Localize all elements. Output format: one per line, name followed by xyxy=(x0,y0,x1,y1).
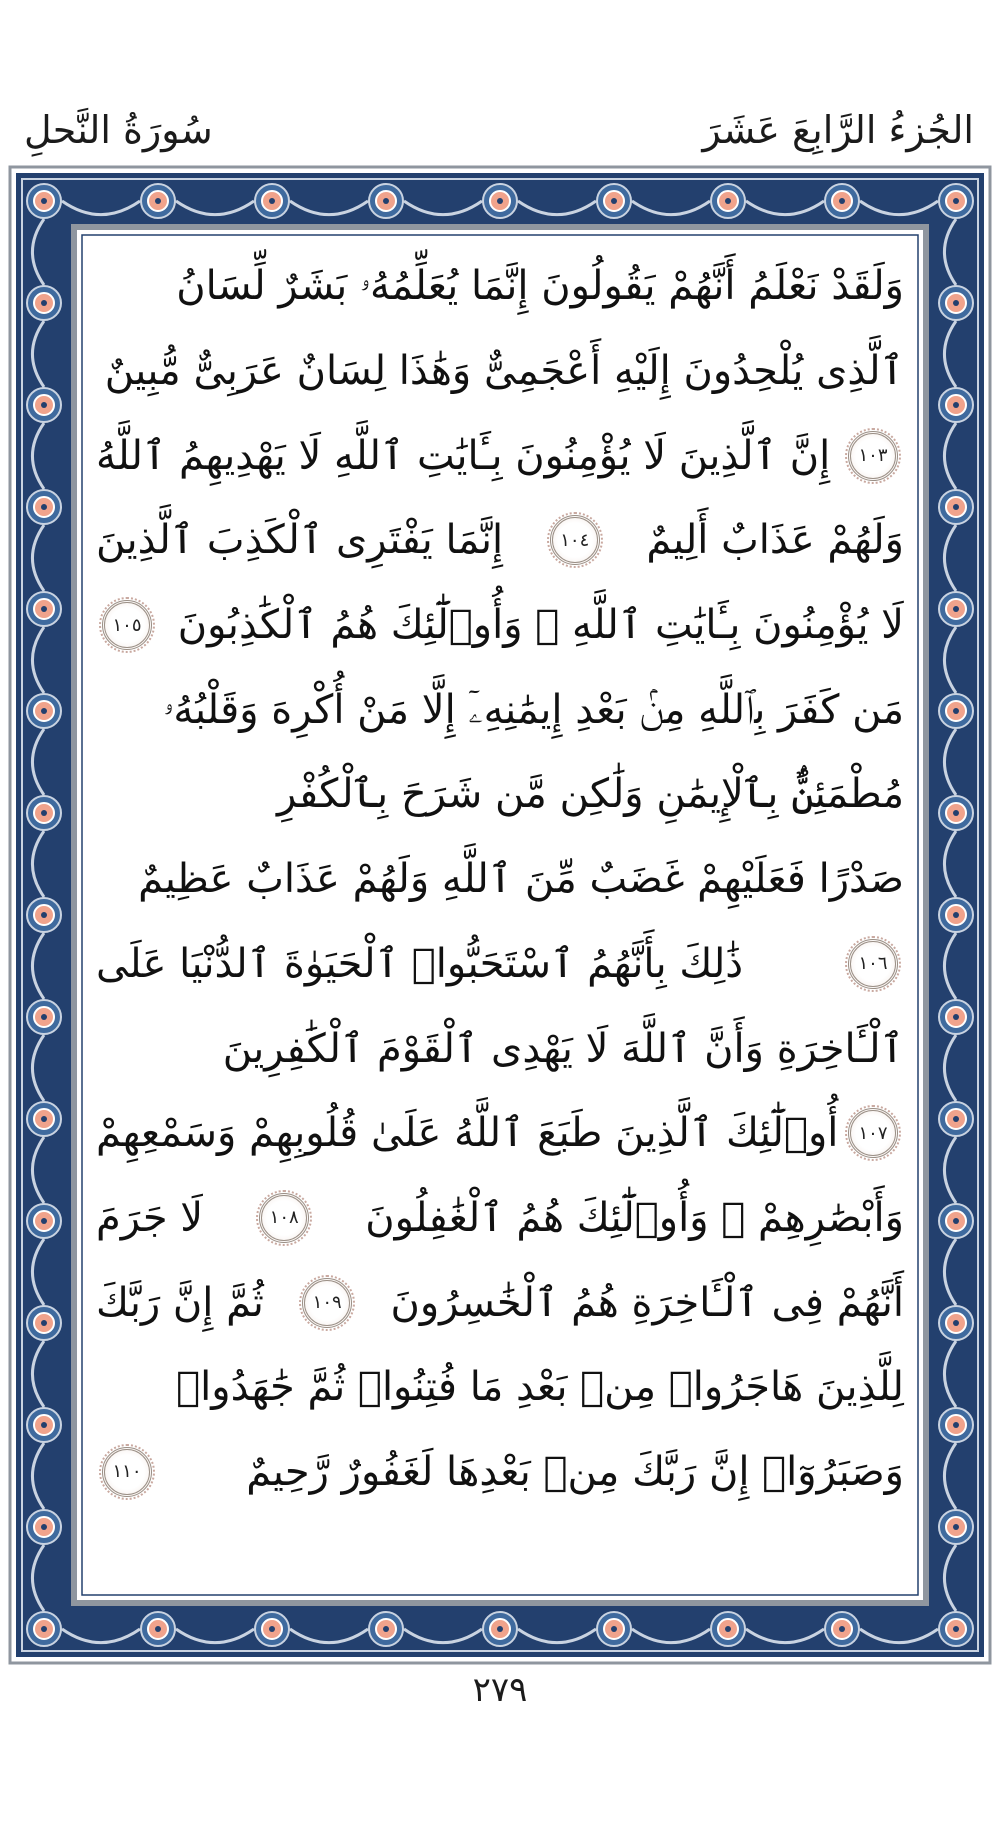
top-motif-center xyxy=(839,198,845,204)
top-motif-center xyxy=(269,198,275,204)
verse-number-marker: ١١٠ xyxy=(102,1447,152,1497)
verse-text-segment: مُطْمَئِنٌّۢ بِٱلْإِيمَٰنِ وَلَٰكِن مَّن شَرَحَ بِٱلْكُفْرِ xyxy=(276,771,904,818)
right-motif-center xyxy=(953,1524,959,1530)
verse-text-segment: ٱلْـَٔاخِرَةِ وَأَنَّ ٱللَّهَ لَا يَهْدِى ٱلْقَوْمَ ٱلْكَٰفِرِينَ xyxy=(222,1025,904,1072)
bottom-motif-center xyxy=(269,1626,275,1632)
verse-line xyxy=(96,752,904,837)
left-motif-center xyxy=(41,912,47,918)
right-motif-center xyxy=(953,1320,959,1326)
verse-line xyxy=(96,583,904,668)
verse-line xyxy=(96,244,904,329)
verse-text-segment: لَا يُؤْمِنُونَ بِـَٔايَٰتِ ٱللَّهِ ۖ وَأُو۟لَٰٓئِكَ هُمُ ٱلْكَٰذِبُونَ xyxy=(177,602,904,649)
right-motif-center xyxy=(953,504,959,510)
verse-number-marker: ١٠٣ xyxy=(848,431,898,481)
right-motif-center xyxy=(953,912,959,918)
right-motif-center xyxy=(953,402,959,408)
bottom-motif-center xyxy=(497,1626,503,1632)
right-motif-center xyxy=(953,1218,959,1224)
left-motif-center xyxy=(41,300,47,306)
top-motif-center xyxy=(953,198,959,204)
verse-number-marker: ١٠٦ xyxy=(848,939,898,989)
left-motif-center xyxy=(41,708,47,714)
left-motif-center xyxy=(41,1218,47,1224)
top-motif-center xyxy=(41,198,47,204)
verse-line xyxy=(96,1345,904,1430)
verse-text-segment: أَنَّهُمْ فِى ٱلْـَٔاخِرَةِ هُمُ ٱلْخَٰسِرُونَ xyxy=(390,1279,904,1326)
verse-text-segment: لَا جَرَمَ xyxy=(96,1194,204,1241)
verse-line xyxy=(96,1430,904,1515)
verse-line xyxy=(96,413,904,498)
bottom-motif-center xyxy=(155,1626,161,1632)
verse-line xyxy=(96,1006,904,1091)
bottom-motif-center xyxy=(41,1626,47,1632)
top-motif-center xyxy=(725,198,731,204)
right-motif-center xyxy=(953,300,959,306)
left-motif-center xyxy=(41,810,47,816)
left-motif-center xyxy=(41,1014,47,1020)
verse-line xyxy=(96,1176,904,1261)
verse-text-segment: ٱلَّذِى يُلْحِدُونَ إِلَيْهِ أَعْجَمِىٌّ وَهَٰذَا لِسَانٌ عَرَبِىٌّ مُّبِينٌ xyxy=(104,348,904,395)
verse-text-segment: مَن كَفَرَ بِٱللَّهِ مِنۢ بَعْدِ إِيمَٰنِهِۦٓ إِلَّا مَنْ أُكْرِهَ وَقَلْبُهُۥ xyxy=(163,686,904,733)
left-motif-center xyxy=(41,402,47,408)
top-motif-center xyxy=(611,198,617,204)
left-motif-center xyxy=(41,1524,47,1530)
verse-text-segment: صَدْرًا فَعَلَيْهِمْ غَضَبٌ مِّنَ ٱللَّهِ وَلَهُمْ عَذَابٌ عَظِيمٌ xyxy=(138,856,904,903)
verse-text-segment: ثُمَّ إِنَّ رَبَّكَ xyxy=(96,1279,264,1326)
verse-line xyxy=(96,667,904,752)
bottom-motif-center xyxy=(725,1626,731,1632)
juz-title: الجُزءُ الرَّابِعَ عَشَرَ xyxy=(702,108,974,152)
bottom-motif-center xyxy=(611,1626,617,1632)
left-motif-center xyxy=(41,504,47,510)
right-motif-center xyxy=(953,1422,959,1428)
verse-line xyxy=(96,329,904,414)
verse-text-segment: ذَٰلِكَ بِأَنَّهُمُ ٱسْتَحَبُّوا۟ ٱلْحَيَوٰةَ ٱلدُّنْيَا عَلَى xyxy=(96,940,744,987)
verse-text-segment: وَأَبْصَٰرِهِمْ ۖ وَأُو۟لَٰٓئِكَ هُمُ ٱلْغَٰفِلُونَ xyxy=(365,1194,904,1241)
bottom-motif-center xyxy=(383,1626,389,1632)
verse-number-marker: ١٠٨ xyxy=(259,1193,309,1243)
top-motif-center xyxy=(497,198,503,204)
left-motif-center xyxy=(41,1422,47,1428)
left-motif-center xyxy=(41,1320,47,1326)
verse-number-marker: ١٠٧ xyxy=(848,1108,898,1158)
verse-line xyxy=(96,922,904,1007)
verse-line xyxy=(96,837,904,922)
verse-line xyxy=(96,1260,904,1345)
verse-number-marker: ١٠٩ xyxy=(302,1278,352,1328)
right-motif-center xyxy=(953,1116,959,1122)
left-motif-center xyxy=(41,606,47,612)
verse-text-segment: وَلَقَدْ نَعْلَمُ أَنَّهُمْ يَقُولُونَ إِنَّمَا يُعَلِّمُهُۥ بَشَرٌ لِّسَانُ xyxy=(176,263,904,310)
verse-text-segment: وَلَهُمْ عَذَابٌ أَلِيمٌ xyxy=(646,517,904,564)
page-number: ٢٧٩ xyxy=(472,1670,528,1710)
left-motif-center xyxy=(41,1116,47,1122)
bottom-motif-center xyxy=(839,1626,845,1632)
verse-number-marker: ١٠٥ xyxy=(102,600,152,650)
top-motif-center xyxy=(155,198,161,204)
verse-line xyxy=(96,1091,904,1176)
right-motif-center xyxy=(953,708,959,714)
verse-line xyxy=(96,498,904,583)
verse-text-segment: وَصَبَرُوٓا۟ إِنَّ رَبَّكَ مِنۢ بَعْدِهَا لَغَفُورٌ رَّحِيمٌ xyxy=(246,1448,904,1495)
top-motif-center xyxy=(383,198,389,204)
surah-title: سُورَةُ النَّحلِ xyxy=(24,108,213,152)
verse-number-marker: ١٠٤ xyxy=(550,515,600,565)
page-header xyxy=(0,0,1000,165)
bottom-motif-center xyxy=(953,1626,959,1632)
verse-text xyxy=(96,244,904,1514)
verse-text-segment: أُو۟لَٰٓئِكَ ٱلَّذِينَ طَبَعَ ٱللَّهُ عَلَىٰ قُلُوبِهِمْ وَسَمْعِهِمْ xyxy=(96,1110,839,1157)
verse-text-segment: إِنَّمَا يَفْتَرِى ٱلْكَذِبَ ٱلَّذِينَ xyxy=(96,517,504,564)
right-motif-center xyxy=(953,810,959,816)
verse-text-segment: إِنَّ ٱلَّذِينَ لَا يُؤْمِنُونَ بِـَٔايَٰتِ ٱللَّهِ لَا يَهْدِيهِمُ ٱللَّهُ xyxy=(96,432,831,479)
right-motif-center xyxy=(953,1014,959,1020)
right-motif-center xyxy=(953,606,959,612)
verse-text-segment: لِلَّذِينَ هَاجَرُوا۟ مِنۢ بَعْدِ مَا فُتِنُوا۟ ثُمَّ جَٰهَدُوا۟ xyxy=(176,1364,904,1411)
